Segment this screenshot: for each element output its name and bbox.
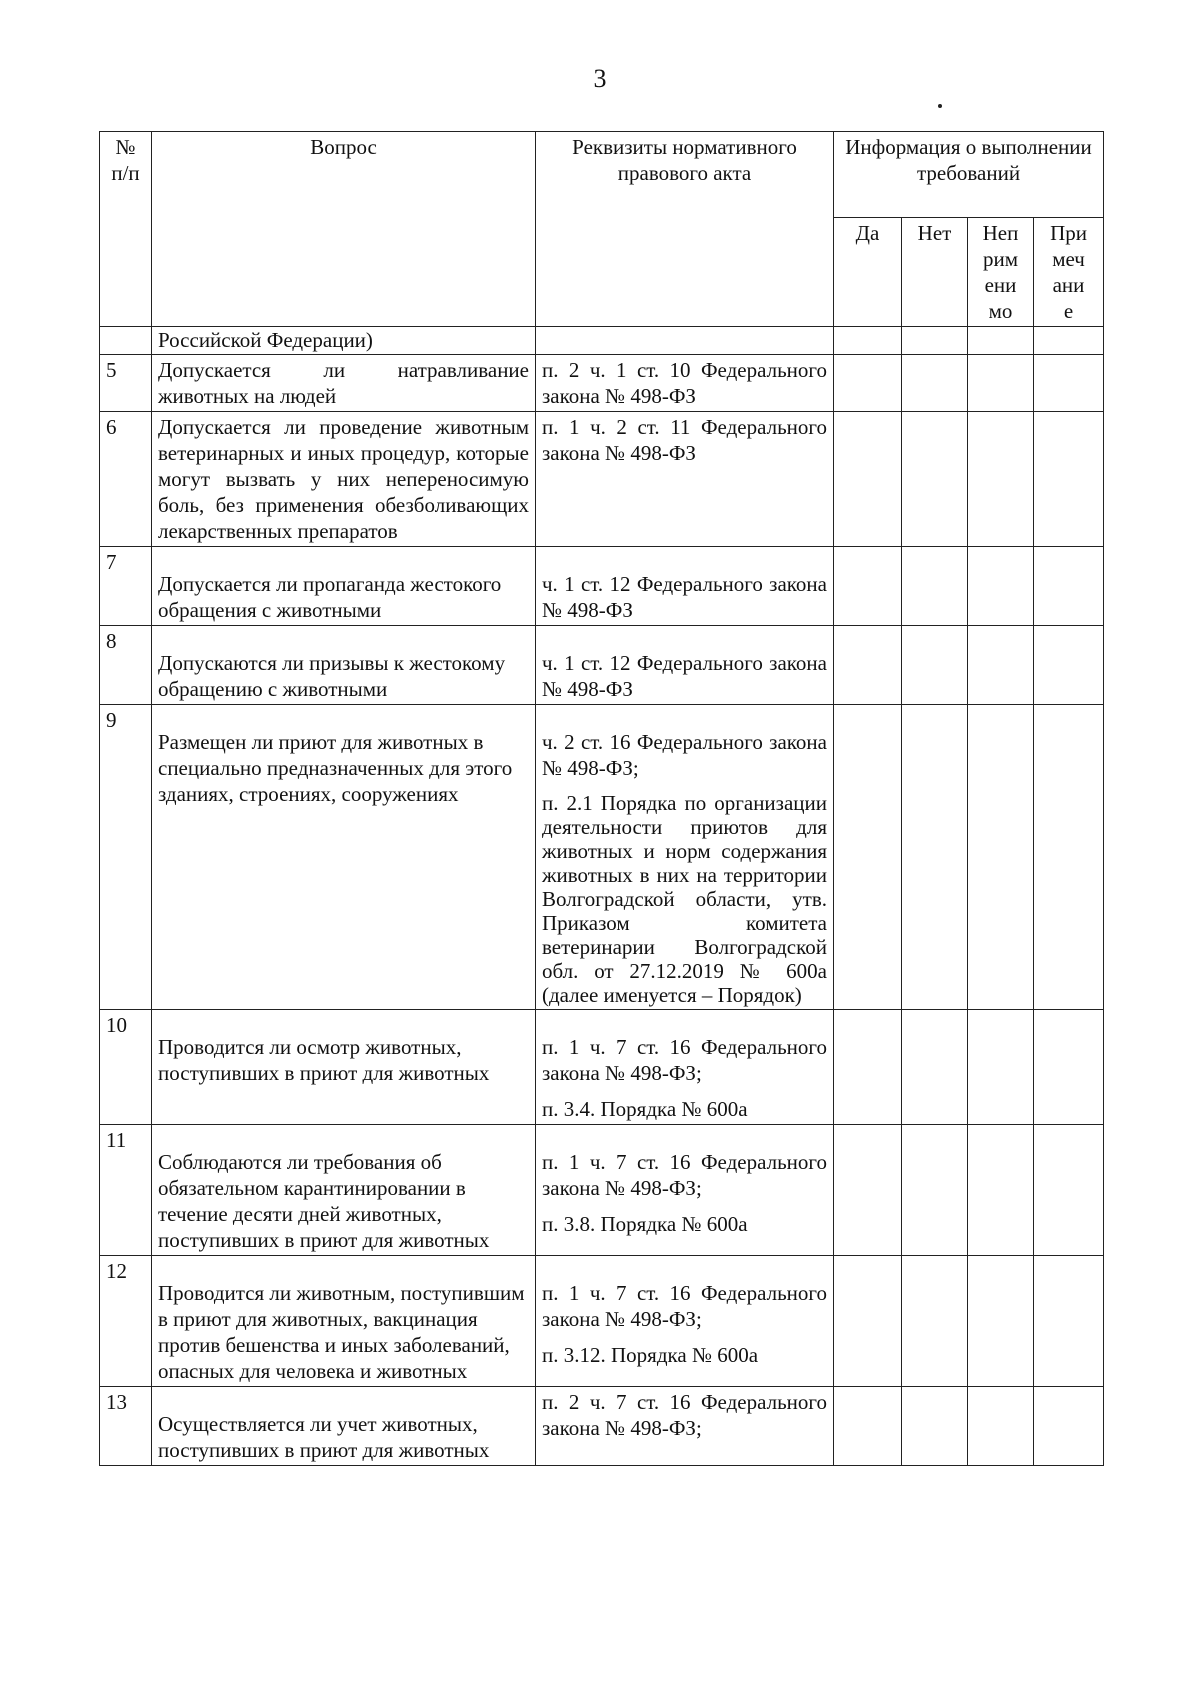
- legal-act-reference: п. 2 ч. 1 ст. 10 Федерального закона № 498-ФЗ: [542, 358, 827, 408]
- cell-note[interactable]: [1034, 705, 1104, 1010]
- table-row-continuation: [100, 327, 1104, 355]
- cell-question: Допускается ли пропаганда жестокого обращения с животными: [152, 547, 536, 626]
- table-row: [100, 626, 1104, 705]
- cell-no[interactable]: [902, 705, 968, 1010]
- column-header-legal-act: Реквизиты нормативного правового акта: [536, 132, 834, 327]
- cell-yes[interactable]: [834, 1387, 902, 1466]
- cell-number: 5: [100, 355, 152, 412]
- cell-yes[interactable]: [834, 1010, 902, 1125]
- cell-question: Размещен ли приют для животных в специально предназначенных для этого зданиях, строениях, сооружениях: [152, 705, 536, 1010]
- cell-number: [100, 327, 152, 355]
- cell-yes[interactable]: [834, 355, 902, 412]
- cell-number: 7: [100, 547, 152, 626]
- cell-legal-act: [536, 355, 834, 412]
- cell-legal-act: [536, 1256, 834, 1387]
- cell-note[interactable]: [1034, 1387, 1104, 1466]
- cell-yes[interactable]: [834, 705, 902, 1010]
- legal-act-reference: ч. 1 ст. 12 Федерального закона № 498-ФЗ: [542, 651, 827, 701]
- cell-legal-act: [536, 626, 834, 705]
- cell-not-applicable[interactable]: [968, 1010, 1034, 1125]
- cell-legal-act: [536, 1125, 834, 1256]
- cell-question: Проводится ли животным, поступившим в приют для животных, вакцинация против бешенства и иных заболеваний, опасных для человека и животных: [152, 1256, 536, 1387]
- column-header-no: Нет: [902, 218, 968, 327]
- cell-number: 6: [100, 412, 152, 547]
- cell-number: 13: [100, 1387, 152, 1466]
- cell-no[interactable]: [902, 1125, 968, 1256]
- checklist-table: [99, 131, 1104, 1466]
- legal-act-reference: ч. 2 ст. 16 Федерального закона № 498-ФЗ;: [542, 730, 827, 780]
- cell-no[interactable]: [902, 1387, 968, 1466]
- cell-number: 9: [100, 705, 152, 1010]
- cell-legal-act: [536, 1387, 834, 1466]
- table-row: [100, 547, 1104, 626]
- cell-not-applicable[interactable]: [968, 412, 1034, 547]
- cell-legal-act: [536, 412, 834, 547]
- cell-number: 12: [100, 1256, 152, 1387]
- column-header-yes: Да: [834, 218, 902, 327]
- cell-not-applicable[interactable]: [968, 327, 1034, 355]
- cell-legal-act: [536, 705, 834, 1010]
- column-header-not-applicable: Неп рим ени мо: [968, 218, 1034, 327]
- cell-no[interactable]: [902, 412, 968, 547]
- cell-yes[interactable]: [834, 626, 902, 705]
- cell-question: Осуществляется ли учет животных, поступивших в приют для животных: [152, 1387, 536, 1466]
- cell-note[interactable]: [1034, 1256, 1104, 1387]
- cell-no[interactable]: [902, 355, 968, 412]
- cell-not-applicable[interactable]: [968, 1125, 1034, 1256]
- cell-not-applicable[interactable]: [968, 705, 1034, 1010]
- cell-note[interactable]: [1034, 1010, 1104, 1125]
- cell-note[interactable]: [1034, 547, 1104, 626]
- cell-number: 10: [100, 1010, 152, 1125]
- cell-no[interactable]: [902, 547, 968, 626]
- cell-note[interactable]: [1034, 1125, 1104, 1256]
- cell-legal-act: [536, 327, 834, 355]
- table-row: [100, 1010, 1104, 1125]
- cell-not-applicable[interactable]: [968, 547, 1034, 626]
- cell-no[interactable]: [902, 626, 968, 705]
- legal-act-reference: п. 2 ч. 7 ст. 16 Федерального закона № 498-ФЗ;: [542, 1390, 827, 1440]
- cell-note[interactable]: [1034, 412, 1104, 547]
- column-header-note: При меч ани е: [1034, 218, 1104, 327]
- legal-act-reference: п. 1 ч. 2 ст. 11 Федерального закона № 498-ФЗ: [542, 415, 827, 465]
- legal-act-reference: п. 1 ч. 7 ст. 16 Федерального закона № 498-ФЗ;: [542, 1035, 827, 1085]
- column-header-question: Вопрос: [152, 132, 536, 327]
- cell-note[interactable]: [1034, 355, 1104, 412]
- cell-no[interactable]: [902, 1010, 968, 1125]
- table-header: [100, 132, 1104, 327]
- cell-no[interactable]: [902, 327, 968, 355]
- table-row: [100, 1256, 1104, 1387]
- table-row: [100, 412, 1104, 547]
- cell-question: Соблюдаются ли требования об обязательном карантинировании в течение десяти дней животных, поступивших в приют для животных: [152, 1125, 536, 1256]
- table-row: [100, 1125, 1104, 1256]
- cell-question: Допускается ли натравливание животных на людей: [152, 355, 536, 412]
- cell-yes[interactable]: [834, 1125, 902, 1256]
- table-row: [100, 355, 1104, 412]
- legal-act-reference: п. 3.4. Порядка № 600а: [542, 1097, 748, 1121]
- column-header-compliance-info: Информация о выполнении требований: [834, 132, 1104, 218]
- cell-legal-act: [536, 1010, 834, 1125]
- legal-act-reference: п. 3.8. Порядка № 600а: [542, 1212, 748, 1236]
- column-header-number: № п/п: [100, 132, 152, 327]
- cell-question: Допускаются ли призывы к жестокому обращению с животными: [152, 626, 536, 705]
- cell-yes[interactable]: [834, 327, 902, 355]
- table-row: [100, 1387, 1104, 1466]
- cell-note[interactable]: [1034, 327, 1104, 355]
- cell-number: 11: [100, 1125, 152, 1256]
- table-body: [100, 327, 1104, 1466]
- cell-note[interactable]: [1034, 626, 1104, 705]
- cell-not-applicable[interactable]: [968, 1387, 1034, 1466]
- cell-question: Допускается ли проведение животным ветеринарных и иных процедур, которые могут вызвать у них непереносимую боль, без применения обезболивающих лекарственных препаратов: [152, 412, 536, 547]
- legal-act-reference: п. 2.1 Порядка по организации деятельности приютов для животных и норм содержания животных в них на территории Волгоградской области, утв. Приказом комитета ветеринарии Волгоградской обл. от 27.12.2019 № 600а (далее именуется – Порядок): [542, 791, 827, 1007]
- cell-number: 8: [100, 626, 152, 705]
- table-row: [100, 705, 1104, 1010]
- cell-question: Проводится ли осмотр животных, поступивших в приют для животных: [152, 1010, 536, 1125]
- legal-act-reference: п. 3.12. Порядка № 600а: [542, 1343, 759, 1367]
- scan-speck: [938, 104, 942, 108]
- cell-legal-act: [536, 547, 834, 626]
- cell-not-applicable[interactable]: [968, 355, 1034, 412]
- legal-act-reference: ч. 1 ст. 12 Федерального закона № 498-ФЗ: [542, 572, 827, 622]
- page-number: 3: [593, 64, 607, 93]
- cell-question: Российской Федерации): [152, 327, 536, 355]
- cell-yes[interactable]: [834, 547, 902, 626]
- cell-yes[interactable]: [834, 412, 902, 547]
- legal-act-reference: п. 1 ч. 7 ст. 16 Федерального закона № 498-ФЗ;: [542, 1150, 827, 1200]
- cell-not-applicable[interactable]: [968, 626, 1034, 705]
- cell-not-applicable[interactable]: [968, 1256, 1034, 1387]
- cell-yes[interactable]: [834, 1256, 902, 1387]
- cell-no[interactable]: [902, 1256, 968, 1387]
- legal-act-reference: п. 1 ч. 7 ст. 16 Федерального закона № 498-ФЗ;: [542, 1281, 827, 1331]
